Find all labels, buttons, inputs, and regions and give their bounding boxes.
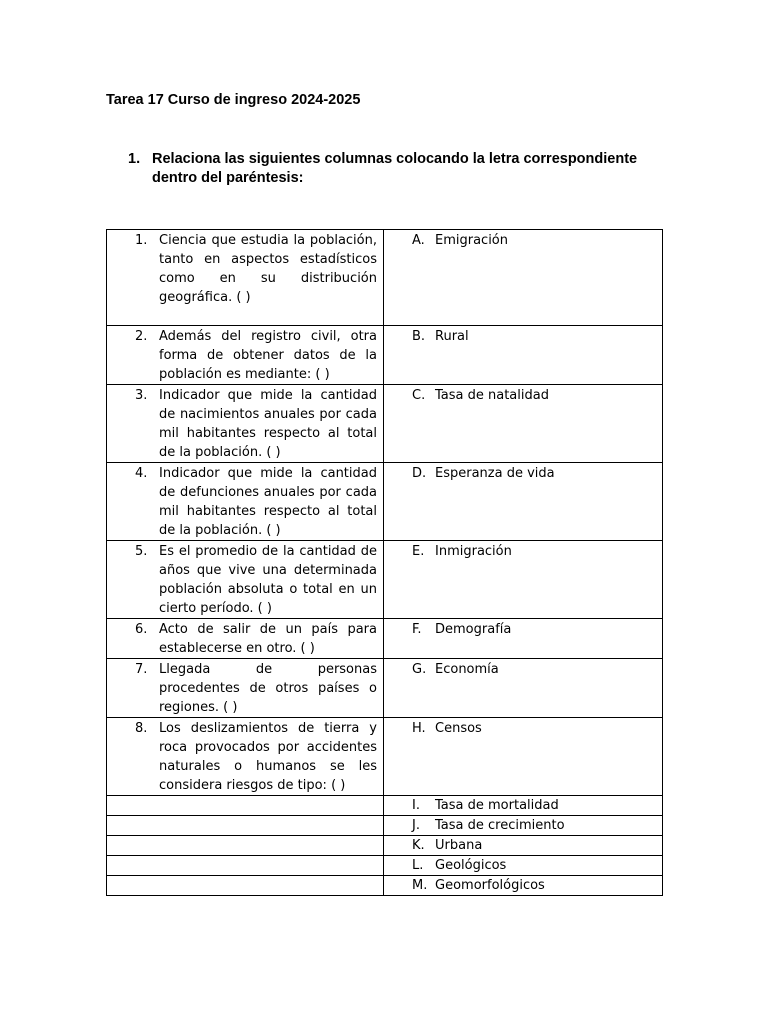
option-letter: B. [412, 329, 426, 344]
right-cell [384, 541, 663, 619]
item-text: Los deslizamientos de tierra y roca provocados por accidentes naturales o humanos se les considera riesgos de tipo: ( ) [159, 721, 377, 793]
table-row [107, 856, 663, 876]
item-number: 6. [135, 622, 148, 637]
option-text: Rural [435, 329, 469, 344]
table-row [107, 463, 663, 541]
table-row [107, 326, 663, 385]
table-row [107, 659, 663, 718]
left-cell [107, 856, 384, 876]
item-text: Llegada de personas procedentes de otros países o regiones. ( ) [159, 662, 377, 715]
table-row [107, 836, 663, 856]
item-text: Indicador que mide la cantidad de defunciones anuales por cada mil habitantes respecto al total de la población. ( ) [159, 466, 377, 538]
table-row [107, 619, 663, 659]
left-cell [107, 385, 384, 463]
item-text: Acto de salir de un país para establecerse en otro. ( ) [159, 622, 377, 656]
option-letter: K. [412, 838, 425, 853]
matching-table [106, 229, 663, 896]
item-number: 7. [135, 662, 148, 677]
option-text: Tasa de crecimiento [435, 818, 565, 833]
option-letter: E. [412, 544, 425, 559]
left-cell [107, 541, 384, 619]
item-number: 5. [135, 544, 148, 559]
option-letter: J. [412, 818, 420, 833]
right-cell [384, 326, 663, 385]
item-number: 1. [135, 233, 148, 248]
item-number: 8. [135, 721, 148, 736]
left-cell [107, 816, 384, 836]
left-cell [107, 796, 384, 816]
option-text: Geológicos [435, 858, 507, 873]
left-cell [107, 619, 384, 659]
table-row [107, 385, 663, 463]
left-cell [107, 836, 384, 856]
option-letter: I. [412, 798, 420, 813]
option-text: Tasa de mortalidad [435, 798, 559, 813]
option-letter: C. [412, 388, 426, 403]
option-text: Esperanza de vida [435, 466, 555, 481]
option-letter: F. [412, 622, 422, 637]
right-cell [384, 836, 663, 856]
option-letter: M. [412, 878, 428, 893]
item-text: Además del registro civil, otra forma de obtener datos de la población es mediante: ( ) [159, 329, 377, 382]
left-cell [107, 230, 384, 326]
table-row [107, 541, 663, 619]
right-cell [384, 230, 663, 326]
left-cell [107, 876, 384, 896]
option-letter: H. [412, 721, 426, 736]
option-letter: A. [412, 233, 425, 248]
right-cell [384, 463, 663, 541]
item-text: Indicador que mide la cantidad de nacimientos anuales por cada mil habitantes respecto al total de la población. ( ) [159, 388, 377, 460]
right-cell [384, 796, 663, 816]
option-text: Geomorfológicos [435, 878, 545, 893]
table-row [107, 796, 663, 816]
question-text: Relaciona las siguientes columnas colocando la letra correspondiente dentro del paréntesis: [152, 151, 638, 186]
option-text: Emigración [435, 233, 509, 248]
table-row [107, 816, 663, 836]
option-text: Economía [435, 662, 499, 677]
right-cell [384, 619, 663, 659]
item-text: Ciencia que estudia la población, tanto en aspectos estadísticos como en su distribución geográfica. ( ) [159, 233, 377, 305]
left-cell [107, 463, 384, 541]
right-cell [384, 659, 663, 718]
option-text: Censos [435, 721, 482, 736]
table-row [107, 876, 663, 896]
option-letter: D. [412, 466, 427, 481]
item-number: 4. [135, 466, 148, 481]
right-cell [384, 816, 663, 836]
left-cell [107, 718, 384, 796]
item-number: 3. [135, 388, 148, 403]
table-row [107, 718, 663, 796]
document-title: Tarea 17 Curso de ingreso 2024-2025 [106, 92, 361, 108]
left-cell [107, 659, 384, 718]
question-number: 1. [128, 151, 141, 167]
option-letter: G. [412, 662, 427, 677]
option-text: Tasa de natalidad [435, 388, 549, 403]
option-text: Demografía [435, 622, 512, 637]
right-cell [384, 718, 663, 796]
option-text: Inmigración [435, 544, 512, 559]
right-cell [384, 385, 663, 463]
right-cell [384, 876, 663, 896]
option-letter: L. [412, 858, 424, 873]
item-text: Es el promedio de la cantidad de años que vive una determinada población absoluta o total en un cierto período. ( ) [159, 544, 377, 616]
table-row [107, 230, 663, 326]
option-text: Urbana [435, 838, 483, 853]
left-cell [107, 326, 384, 385]
item-number: 2. [135, 329, 148, 344]
right-cell [384, 856, 663, 876]
